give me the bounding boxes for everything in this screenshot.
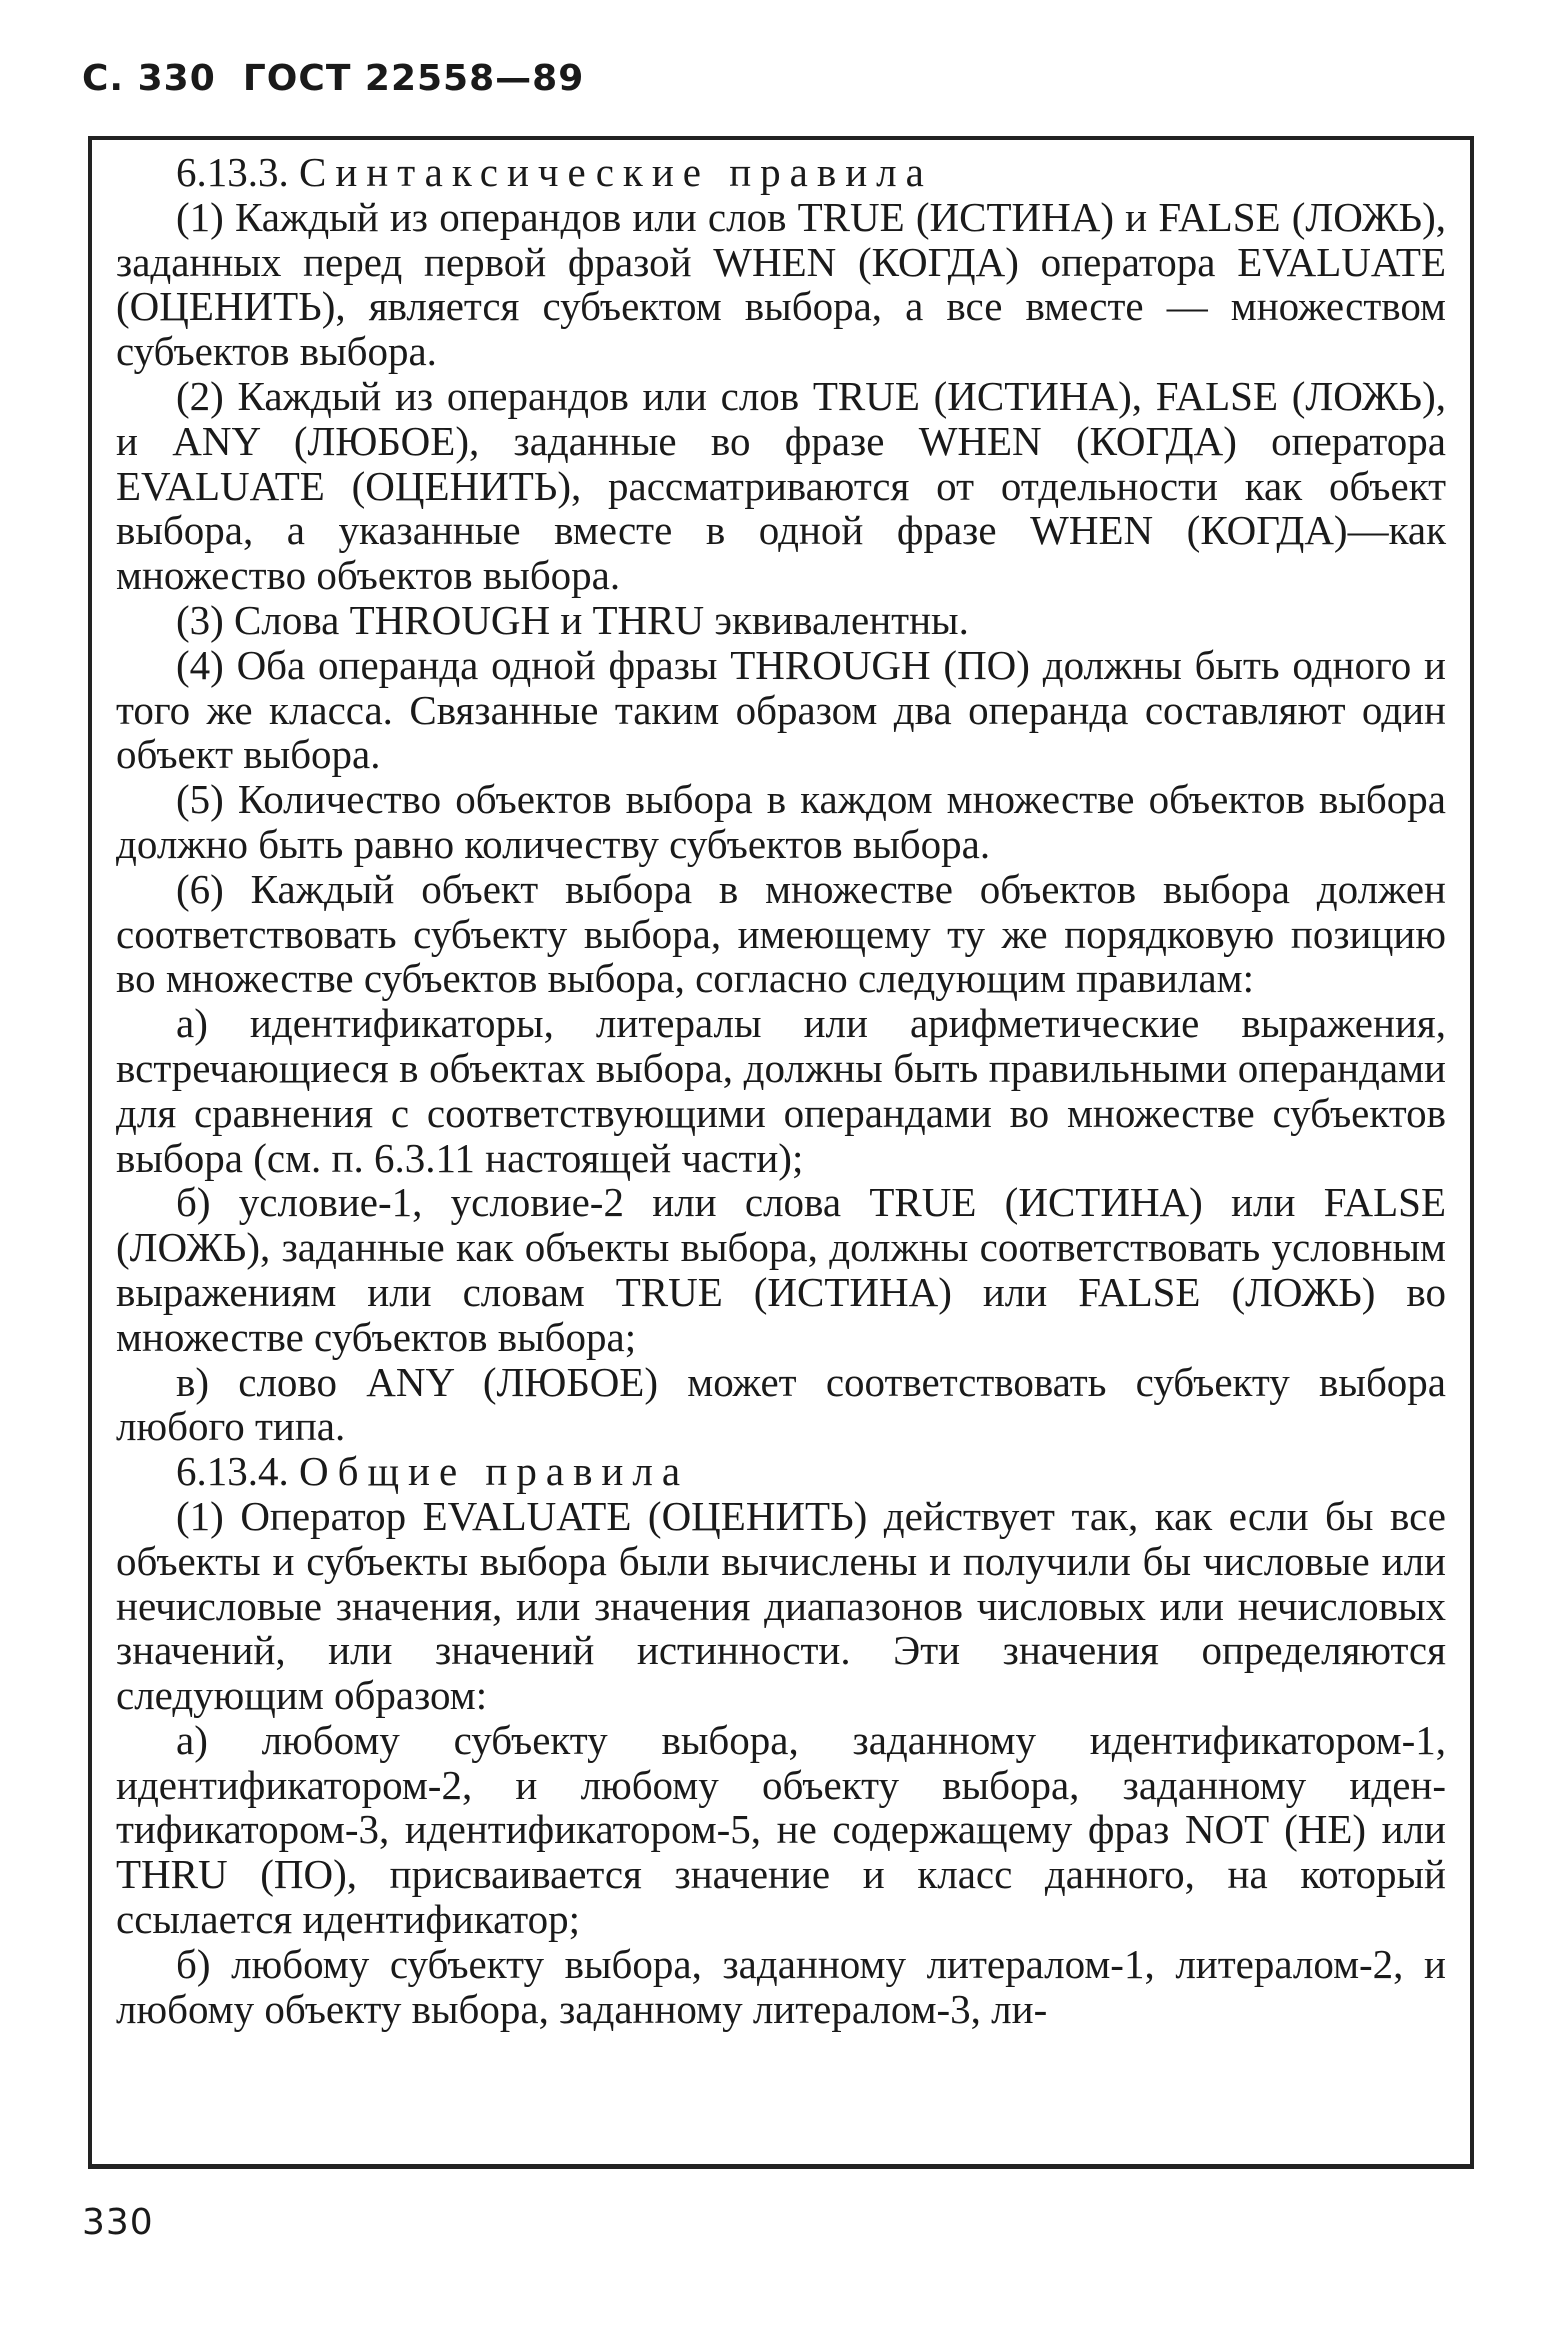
paragraph-rule-6c: в) слово ANY (ЛЮБОЕ) может соответствовать субъекту выбора любого типа. (116, 1358, 1446, 1450)
paragraph-rule-5: (5) Количество объектов выбора в каждом множестве объектов выбора должно быть равно количеству субъектов выбора. (116, 776, 1446, 867)
page-label: С. 330 (82, 58, 216, 99)
paragraph-rule-1: (1) Каждый из операндов или слов TRUE (ИСТИНА) и FALSE (ЛОЖЬ), заданных перед первой фразой WHEN (КОГДА) оператора EVALUATE (ОЦЕНИТЬ), является субъектом выбора, а все вместе — множеством субъектов выбора. (116, 193, 1446, 375)
document-body (116, 150, 1446, 2031)
page-header (82, 58, 584, 99)
paragraph-general-1a: а) любому субъекту выбора, заданному идентификатором-1, идентификатором-2, и любому объекту выбора, заданному идентификатором-3, идентификатором-5, не содержащему фраз NOT (НЕ) или THRU (ПО), присваивается значение и класс данного, на который ссылается идентификатор; (116, 1716, 1446, 1943)
standard-code: ГОСТ 22558—89 (242, 58, 585, 99)
section-title: Синтаксические правила (299, 149, 933, 195)
paragraph-rule-6b: б) условие-1, условие-2 или слова TRUE (ИСТИНА) или FALSE (ЛОЖЬ), заданные как объекты выбора, должны соответствовать условным выражениям или словам TRUE (ИСТИНА) или FALSE (ЛОЖЬ) во множестве субъектов выбора; (116, 1179, 1446, 1360)
paragraph-rule-2: (2) Каждый из операндов или слов TRUE (ИСТИНА), FALSE (ЛОЖЬ), и ANY (ЛЮБОЕ), заданные во фразе WHEN (КОГДА) оператора EVALUATE (ОЦЕНИТЬ), рассматриваются от отдельности как объект выбора, а указанные вместе в одной фразе WHEN (КОГДА)—как множество объектов выбора. (116, 372, 1446, 599)
paragraph-rule-6a: а) идентификаторы, литералы или арифметические выражения, встречающиеся в объектах выбора, должны быть правильными операндами для сравнения с соответствующими операндами во множестве субъектов выбора (см. п. 6.3.11 настоящей части); (116, 1000, 1446, 1181)
section-number: 6.13.3. (176, 149, 289, 195)
paragraph-general-1b: б) любому субъекту выбора, заданному литералом-1, литералом-2, и любому объекту выбора, заданному литералом-3, ли- (116, 1940, 1446, 2032)
paragraph-rule-4: (4) Оба операнда одной фразы THROUGH (ПО) должны быть одного и того же класса. Связанные таким образом два операнда составляют один объект выбора. (116, 641, 1446, 778)
section-number: 6.13.4. (176, 1448, 289, 1495)
paragraph-general-1: (1) Оператор EVALUATE (ОЦЕНИТЬ) действует так, как если бы все объекты и субъекты выбора были вычислены и получили бы числовые или нечисловые значения, или значения диапазонов числовых или нечисловых значений, или значений истинности. Эти значения определяются следующим образом: (116, 1492, 1446, 1719)
page-number: 330 (82, 2202, 154, 2243)
section-title: Общие правила (299, 1448, 690, 1495)
frame-bottom-rule (88, 2164, 1474, 2169)
section-heading-syntax (116, 150, 1446, 195)
paragraph-rule-6: (6) Каждый объект выбора в множестве объектов выбора должен соответствовать субъекту выбора, имеющему ту же порядковую позицию во множестве субъектов выбора, согласно следующим правилам: (116, 865, 1446, 1002)
section-heading-general (116, 1449, 1446, 1494)
paragraph-rule-3: (3) Слова THROUGH и THRU эквивалентны. (176, 596, 969, 643)
